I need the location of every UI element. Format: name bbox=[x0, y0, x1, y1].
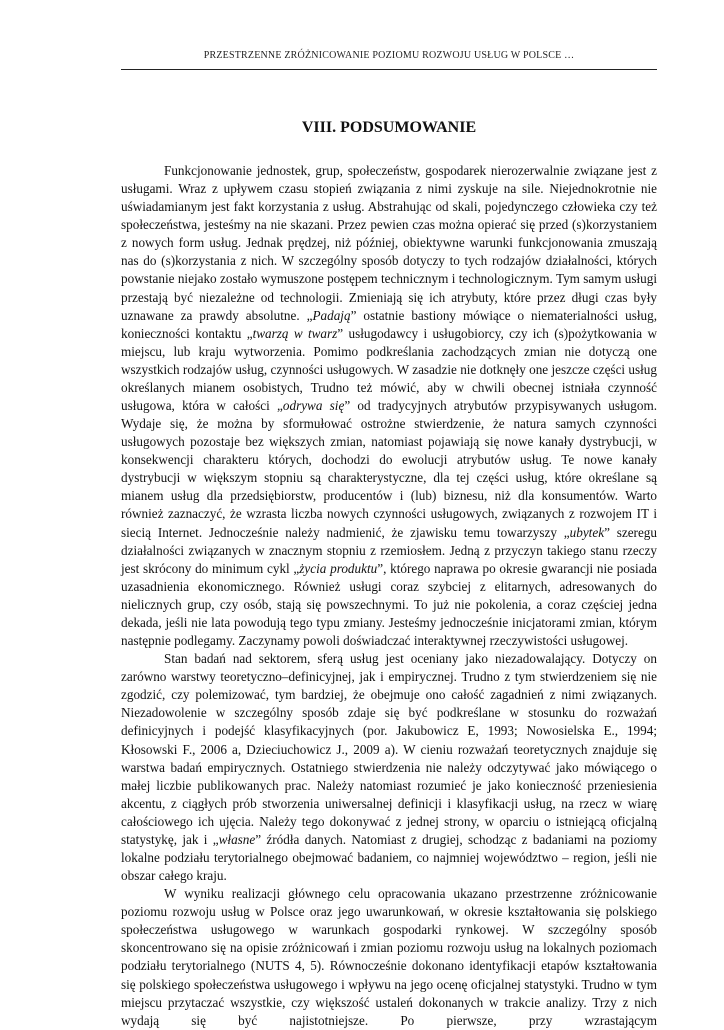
body-paragraph bbox=[121, 885, 657, 1030]
text-run: W wyniku realizacji głównego celu opracowania ukazano przestrzenne zróżnicowanie poziomu rozwoju usług w Polsce oraz jego uwarunkowań, w okresie kształtowania się polskiego społeczeństwa usługowego w warunkach gospodarki rynkowej. W szczególny sposób skoncentrowano się na opisie zróżnicowań i zmian poziomu rozwoju usług na lokalnych poziomach podziału terytorialnego (NUTS 4, 5). Równocześnie dokonano identyfikacji etapów kształtowania się polskiego społeczeństwa usługowego i wpływu na jego ocenę oficjalnej statystyki. Trudno w tym miejscu przytaczać wszystkie, czy większość ustaleń dokonanych w trakcie analizy. Trzy z nich wydają się być najistotniejsze. Po pierwsze, przy wzrastającym bbox=[121, 886, 657, 1028]
text-run: ” szeregu działalności związanych w znacznym stopniu z rzemiosłem. Jedną z przyczyn takiego stanu rzeczy jest skrócony do minimum cykl „ bbox=[121, 524, 657, 576]
italic-phrase: odrywa się bbox=[282, 398, 345, 414]
running-header: PRZESTRZENNE ZRÓŻNICOWANIE POZIOMU ROZWOJU USŁUG W POLSCE … bbox=[203, 50, 575, 61]
italic-phrase: życia produktu bbox=[299, 560, 378, 576]
italic-phrase: twarzą w twarz bbox=[252, 325, 338, 341]
text-run: Stan badań nad sektorem, sferą usług jest oceniany jako niezadowalający. Dotyczy on zarówno warstwy teoretyczno–definicyjnej, jak i empirycznej. Trudno z tym stwierdzeniem się nie zgodzić, czy polemizować, tym bardziej, że obejmuje ono całość zagadnień z nimi związanych. Niezadowolenie w szczególny sposób zdaje się być podkreślane w stosunku do rozważań definicyjnych i podejść klasyfikacyjnych (por. Jakubowicz E, 1993; Nowosielska E., 1994; Kłosowski F., 2006 a, Dzieciuchowicz J., 2009 a). W cieniu rozważań teoretycznych znajduje się warstwa badań empirycznych. Ostatniego stwierdzenia nie należy odczytywać jako mówiącego o małej liczbie publikowanych prac. Należy natomiast rozumieć je jako konieczność przeniesienia akcentu, z ciągłych prób stworzenia uniwersalnej definicji i klasyfikacji usług, na rzecz w wiarę całościowego ich ujęcia. Należy tego dokonywać z jednej strony, w oparciu o istniejącą oficjalną statystykę, jak i „ bbox=[121, 651, 657, 847]
text-run: ” usługodawcy i usługobiorcy, czy ich (s)pożytkowania w miejscu, lub kraju wytworzenia. Pomimo podkreślania zachodzących zmian nie dotyczą one wszystkich rodzajów usług, czynności usługowych. W zasadzie nie dotknęły one jeszcze części usług określanych mianem osobistych, Trudno też mówić, aby w chwili obecnej istniała czynność usługowa, która w całości „ bbox=[121, 325, 657, 414]
body-text bbox=[121, 162, 657, 1030]
text-run: ”, którego naprawa po okresie gwarancji nie posiada uzasadnienia ekonomicznego. Również usługi coraz szybciej z elitarnych, adresowanych do nielicznych grup, czy osób, stają się powszechnymi. To już nie pokolenia, a coraz częściej jedna dekada, jeśli nie lata powodują tego typu zmiany. Jesteśmy jednocześnie inicjatorami zmian, którym następnie podlegamy. Zaczynamy powoli doświadczać interaktywnej rzeczywistości usługowej. bbox=[121, 560, 657, 649]
body-paragraph bbox=[121, 162, 657, 650]
chapter-title: VIII. PODSUMOWANIE bbox=[301, 119, 477, 136]
text-run: ” ostatnie bastiony mówiące o niematerialności usług, konieczności kontaktu „ bbox=[121, 307, 657, 341]
italic-phrase: Padają bbox=[312, 307, 351, 323]
italic-phrase: własne bbox=[218, 831, 256, 847]
text-run: Funkcjonowanie jednostek, grup, społeczeństw, gospodarek nierozerwalnie związane jest z usługami. Wraz z upływem czasu stopień związania z nimi zyskuje na sile. Niejednokrotnie nie uświadamianym jest fakt korzystania z usług. Abstrahując od skali, pojedynczego człowieka czy też społeczeństwa, jesteśmy na nie skazani. Przez pewien czas można opierać się przed (s)korzystaniem z nowych form usług. Jednak prędzej, niż później, obiektywne warunki funkcjonowania zmuszają nas do (s)korzystania z nich. W szczególny sposób dotyczy to tych rodzajów działalności, których powstanie niejako zostało wymuszone postępem technicznym i technologicznym. Tym samym usługi przestają być niezależne od technologii. Zmieniają się ich atrybuty, które przez długi czas były uznawane za prawdy absolutne. „ bbox=[121, 163, 657, 323]
text-run: ” źródła danych. Natomiast z drugiej, schodząc z badaniami na poziomy lokalne podziału terytorialnego obejmować badaniem, co najmniej województwo – region, jeśli nie obszar całego kraju. bbox=[121, 831, 658, 884]
body-paragraph bbox=[121, 650, 657, 885]
italic-phrase: ubytek bbox=[569, 524, 605, 540]
header-rule bbox=[121, 69, 657, 70]
text-run: ” od tradycyjnych atrybutów przypisywanych usługom. Wydaje się, że można by sformułować ostrożne stwierdzenie, że natura samych czynności usługowych pozostaje bez większych zmian, natomiast pojawiają się nowe kanały dystrybucji, w konsekwencji charakteru których, dochodzi do ewolucji atrybutów usług. Te nowe kanały dystrybucji w większym stopniu są charakterystyczne, dla tej części usług, które określane są mianem usług dla przedsiębiorstw, producentów i (lub) biznesu, niż dla konsumentów. Warto również zaznaczyć, że wzrasta liczba nowych czynności usługowych, związanych z rozwojem IT i siecią Internet. Jednocześnie należy nadmienić, że zjawisku temu towarzyszy „ bbox=[121, 398, 657, 540]
